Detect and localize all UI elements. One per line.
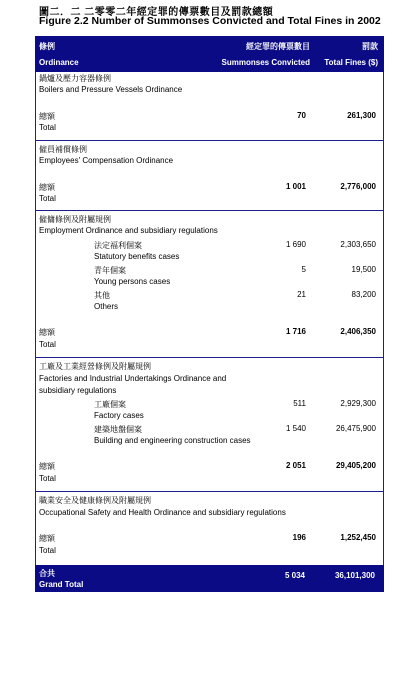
section-osh-total-summonses: 196 <box>292 533 306 542</box>
section-osh-total-zh: 總額 <box>39 534 55 543</box>
section-employment-total-zh: 總額 <box>39 328 55 337</box>
section-osh-title-zh: 職業安全及健康條例及附屬規例 <box>39 496 151 505</box>
grand-total-summonses: 5 034 <box>284 571 305 580</box>
item-young-persons-summonses: 5 <box>301 265 306 274</box>
item-factory-cases-en: Factory cases <box>94 411 144 420</box>
section-employees-comp-total-fines: 2,776,000 <box>340 182 376 191</box>
item-others-summonses: 21 <box>297 290 306 299</box>
section-employees-comp-total-summonses: 1 001 <box>285 182 306 191</box>
section-factories-total-zh: 總額 <box>39 462 55 471</box>
section-osh-title-en: Occupational Safety and Health Ordinance and subsidiary regulations <box>39 508 286 517</box>
item-statutory-benefits-fines: 2,303,650 <box>340 240 376 249</box>
item-young-persons-zh: 青年個案 <box>94 266 126 275</box>
header-fines-en: Total Fines ($) <box>324 58 378 67</box>
section-factories-total-fines: 29,405,200 <box>335 461 376 470</box>
item-statutory-benefits-summonses: 1 690 <box>285 240 306 249</box>
header-summonses-en: Summonses Convicted <box>221 58 310 67</box>
section-employees-comp-total-zh: 總額 <box>39 183 55 192</box>
section-factories-title-en-line1: Factories and Industrial Undertakings Ordinance and <box>39 374 227 383</box>
section-factories-title-en-line2: subsidiary regulations <box>39 386 117 395</box>
section-employment-title-zh: 僱傭條例及附屬規例 <box>39 215 111 224</box>
section-factories-title-zh: 工廠及工業經營條例及附屬規例 <box>39 362 151 371</box>
row-divider <box>35 140 384 141</box>
header-ordinance-zh: 條例 <box>39 42 55 51</box>
section-employment-total-en: Total <box>39 340 56 349</box>
section-employees-comp-title-en: Employees' Compensation Ordinance <box>39 156 174 165</box>
item-construction-cases-fines: 26,475,900 <box>335 424 376 433</box>
item-factory-cases-zh: 工廠個案 <box>94 400 126 409</box>
item-others-zh: 其他 <box>94 291 110 300</box>
section-employment-total-fines: 2,406,350 <box>340 327 376 336</box>
section-employment-total-summonses: 1 716 <box>285 327 306 336</box>
header-fines-zh: 罰款 <box>362 42 378 51</box>
item-factory-cases-summonses: 511 <box>293 399 306 408</box>
row-divider <box>35 210 384 211</box>
section-boilers-title-zh: 鍋爐及壓力容器條例 <box>39 74 111 83</box>
item-young-persons-en: Young persons cases <box>94 277 171 286</box>
section-employees-comp-total-en: Total <box>39 194 56 203</box>
table-header <box>35 36 384 72</box>
item-others-en: Others <box>94 302 119 311</box>
figure-title-english: Figure 2.2 Number of Summonses Convicted and Total Fines in 2002 <box>39 15 381 27</box>
section-osh-total-fines: 1,252,450 <box>340 533 376 542</box>
item-construction-cases-zh: 建築地盤個案 <box>94 425 142 434</box>
grand-total-label-zh: 合共 <box>39 569 55 578</box>
section-boilers-title-en: Boilers and Pressure Vessels Ordinance <box>39 85 183 94</box>
section-osh-total-en: Total <box>39 546 56 555</box>
section-boilers-total-en: Total <box>39 123 56 132</box>
item-young-persons-fines: 19,500 <box>351 265 376 274</box>
section-boilers-total-zh: 總額 <box>39 112 55 121</box>
item-factory-cases-fines: 2,929,300 <box>340 399 376 408</box>
item-others-fines: 83,200 <box>351 290 376 299</box>
section-boilers-total-summonses: 70 <box>297 111 306 120</box>
item-construction-cases-en: Building and engineering construction cases <box>94 436 251 445</box>
row-divider <box>35 491 384 492</box>
grand-total-label-en: Grand Total <box>39 580 84 589</box>
row-divider <box>35 357 384 358</box>
section-factories-total-en: Total <box>39 474 56 483</box>
section-factories-total-summonses: 2 051 <box>285 461 306 470</box>
figure-title-chinese: 圖二．二 二零零二年經定罪的傳票數目及罰款總額 <box>39 7 274 18</box>
section-employees-comp-title-zh: 僱員補償條例 <box>39 145 87 154</box>
header-ordinance-en: Ordinance <box>39 58 79 67</box>
grand-total-fines: 36,101,300 <box>334 571 375 580</box>
item-statutory-benefits-zh: 法定福利個案 <box>94 241 142 250</box>
header-summonses-zh: 經定罪的傳票數目 <box>246 42 310 51</box>
section-employment-title-en: Employment Ordinance and subsidiary regulations <box>39 226 218 235</box>
item-statutory-benefits-en: Statutory benefits cases <box>94 252 180 261</box>
grand-total-row <box>35 565 384 592</box>
section-boilers-total-fines: 261,300 <box>347 111 376 120</box>
item-construction-cases-summonses: 1 540 <box>285 424 306 433</box>
